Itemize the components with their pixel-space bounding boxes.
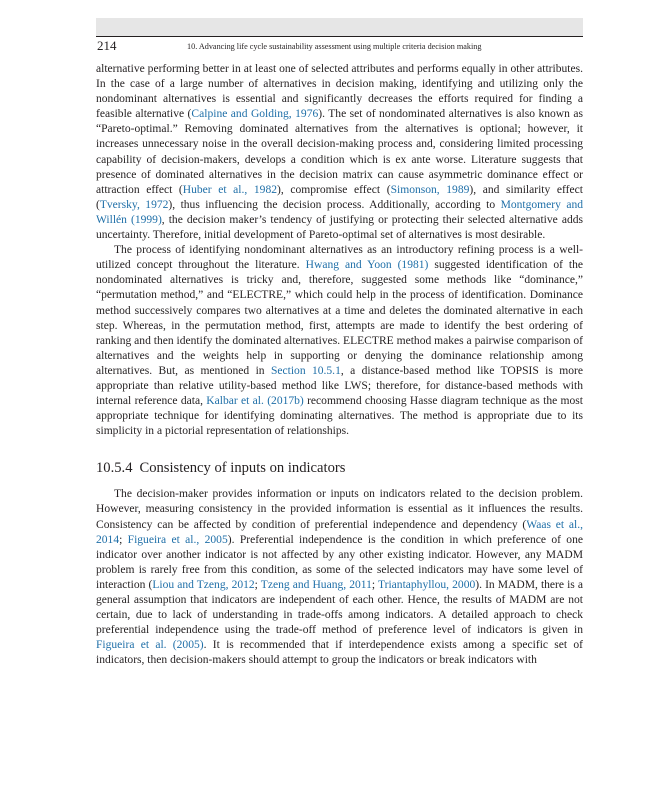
text-run: suggested identification of the nondominated alternatives is tricky and, therefore, suggested some methods like “dominance,” “permutation method,” and “ELECTRE,” which could help in the process of identification. Dominance method successively compares two alternatives at a time and deletes the dominated alternative in each step. Whereas, in the permutation method, first, attempts are made to identify the best ordering of ranking and then identify the dominated alternatives. ELECTRE method makes a pairwise comparison of alternatives and the weights help in supporting or denying the dominance relationship among alternatives. But, as mentioned in — [96, 259, 584, 377]
citation-link[interactable]: Figueira et al. (2005) — [96, 639, 204, 652]
running-head: 10. Advancing life cycle sustainability assessment using multiple criteria decision making — [187, 42, 482, 51]
text-run: . It is recommended that if interdependence exists among a specific set of indicators, then decision-makers should attempt to group the indicators or break indicators with — [96, 639, 583, 667]
header-rule — [96, 36, 583, 37]
text-run: alternative performing better in at least one of selected attributes and performs equally in other attributes. In the case of a large number of alternatives in decision making, identifying and utilizing only the nondominant alternatives is essential and significantly decreases the efforts required for finding a feasible alternative ( — [96, 63, 583, 121]
paragraph — [96, 243, 583, 439]
citation-link[interactable]: Huber et al., 1982 — [182, 183, 277, 196]
citation-link[interactable]: Triantaphyllou, 2000 — [377, 578, 476, 591]
citation-link[interactable]: Kalbar et al. (2017b) — [206, 395, 304, 408]
text-run: ), compromise effect ( — [277, 183, 391, 196]
text-run: ), thus influencing the decision process. Additionally, according to — [168, 198, 501, 211]
citation-link[interactable]: Tversky, 1972 — [99, 198, 169, 211]
section-heading — [96, 459, 583, 477]
citation-link[interactable]: Waas et al., 2014 — [96, 518, 583, 546]
citation-link[interactable]: Simonson, 1989 — [390, 183, 470, 196]
text-run: , the decision maker’s tendency of justifying or protecting their selected alternative adds uncertainty. Therefore, initial development of Pareto-optimal set of alternatives is most desirable. — [96, 213, 583, 242]
paragraph — [96, 62, 583, 243]
header-band — [96, 18, 583, 36]
citation-link[interactable]: Figueira et al., 2005 — [127, 533, 228, 546]
body-text — [96, 62, 583, 668]
text-run: recommend choosing Hasse diagram technique as the most appropriate technique for identifying dominating alternatives. The method is appropriate due to its simplicity in a pictorial representation of relationships. — [96, 395, 583, 438]
text-run: , a distance-based method like TOPSIS is more appropriate than relative utility-based method like LWS; therefore, for distance-based methods with internal reference data, — [96, 364, 583, 408]
text-run: ). Preferential independence is the condition in which preference of one indicator over another indicator is not affected by any other existing indicator. However, any MADM problem is rarely free from this condition, as some of the selected indicators may have some level of interaction ( — [96, 533, 583, 591]
text-run: ), and similarity effect ( — [96, 183, 583, 211]
text-run: The process of identifying nondominant alternatives as an introductory refining process is a well-utilized concept throughout the literature. — [96, 244, 583, 272]
text-run: ; — [119, 533, 128, 546]
citation-link[interactable]: Hwang and Yoon (1981) — [305, 259, 429, 272]
citation-link[interactable]: Calpine and Golding, 1976 — [191, 108, 319, 121]
text-run: ; — [371, 578, 378, 591]
citation-link[interactable]: Montgomery and Willén (1999) — [96, 198, 583, 226]
text-run: The decision-maker provides information or inputs on indicators related to the decision problem. However, measuring consistency in the provided information is essential as it influences the results. Consistency can be affected by condition of preferential independence and dependency ( — [96, 488, 583, 531]
citation-link[interactable]: Liou and Tzeng, 2012 — [152, 578, 255, 591]
text-run: ). The set of nondominated alternatives is also known as “Pareto-optimal.” Removing dominated alternatives from the alternatives is optional; however, it increases unnecessary noise in the overall decision-making process and, considering limited processing capability of decision-makers, develops a condition which is ex ante worse. Literature suggests that presence of dominated alternatives in the decision matrix can cause asymmetric dominance effect or attraction effect ( — [96, 108, 584, 196]
text-run: ; — [254, 578, 261, 591]
citation-link[interactable]: Tzeng and Huang, 2011 — [260, 578, 372, 591]
text-run: ). In MADM, there is a general assumption that indicators are independent of each other. Hence, the results of MADM are not certain, due to lack of understanding in trade-offs among indicators. A detailed approach to check preferential independence using the trade-off method of preference level of indicators is given in — [96, 578, 584, 637]
citation-link[interactable]: Section 10.5.1 — [270, 364, 341, 377]
section-number: 10.5.4 — [96, 460, 133, 477]
page-number: 214 — [97, 38, 117, 53]
section-title: Consistency of inputs on indicators — [139, 460, 346, 477]
paragraph — [96, 487, 583, 668]
